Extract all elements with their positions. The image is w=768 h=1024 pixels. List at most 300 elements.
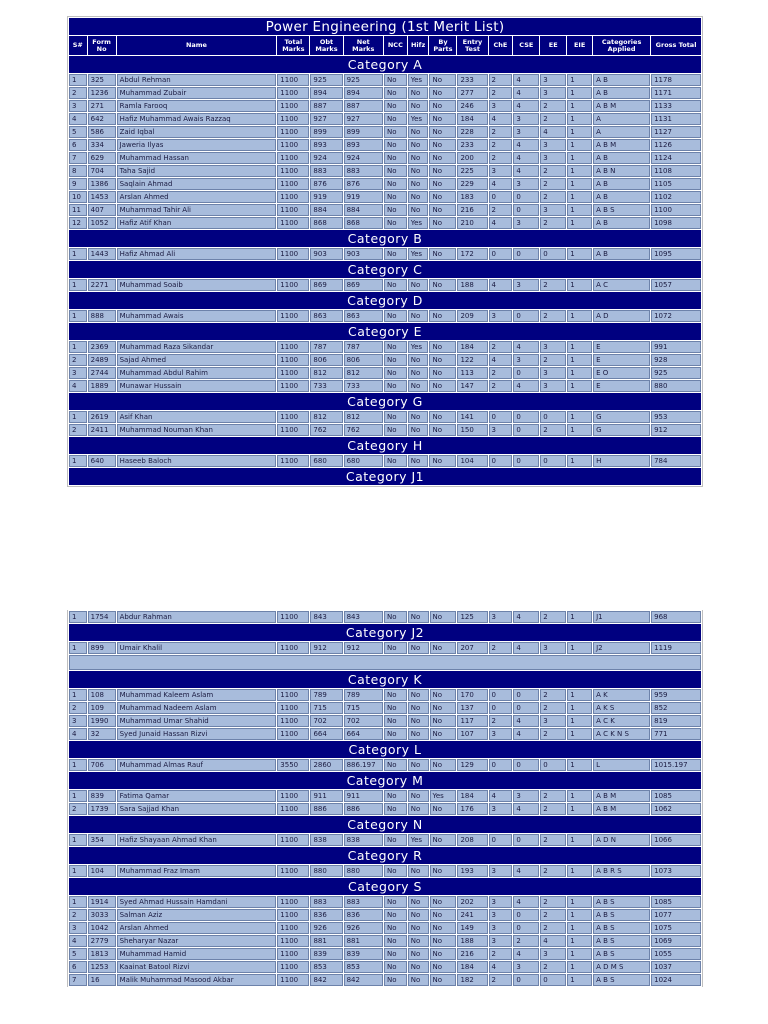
table-cell: 2 xyxy=(69,354,87,366)
table-cell: A C K xyxy=(593,715,650,727)
table-cell: A B xyxy=(593,191,650,203)
table-cell: 1119 xyxy=(651,642,701,654)
table-cell: No xyxy=(384,279,407,291)
table-cell: 1073 xyxy=(651,865,701,877)
category-heading: Category K xyxy=(69,671,701,688)
table-cell: No xyxy=(408,152,429,164)
table-cell: No xyxy=(429,126,456,138)
table-cell: 0 xyxy=(513,411,539,423)
table-cell: 4 xyxy=(69,380,87,392)
table-cell: 1055 xyxy=(651,948,701,960)
table-cell: 325 xyxy=(88,74,116,86)
table-cell: 1052 xyxy=(88,217,116,229)
table-cell: 4 xyxy=(69,728,87,740)
table-cell: 150 xyxy=(457,424,487,436)
table-cell: 229 xyxy=(457,178,487,190)
table-cell: No xyxy=(429,152,456,164)
table-cell: G xyxy=(593,411,650,423)
table-cell: 0 xyxy=(540,759,566,771)
category-heading: Category A xyxy=(69,56,701,73)
table-cell: 1 xyxy=(567,922,592,934)
table-cell: 1 xyxy=(69,642,87,654)
table-cell: 1100 xyxy=(277,803,309,815)
table-cell: Sara Sajjad Khan xyxy=(117,803,277,815)
category-row xyxy=(69,847,701,864)
table-row xyxy=(69,909,701,921)
table-cell: 911 xyxy=(344,790,383,802)
table-cell: No xyxy=(408,728,429,740)
table-cell: 1453 xyxy=(88,191,116,203)
table-cell: 193 xyxy=(457,865,487,877)
table-cell: 3033 xyxy=(88,909,116,921)
table-cell: 642 xyxy=(88,113,116,125)
table-cell: 0 xyxy=(489,248,513,260)
page-title: Power Engineering (1st Merit List) xyxy=(69,18,701,35)
table-cell: 1100 xyxy=(277,611,309,623)
table-cell: 1100 xyxy=(277,341,309,353)
table-cell: 680 xyxy=(344,455,383,467)
table-cell: 1739 xyxy=(88,803,116,815)
table-row xyxy=(69,948,701,960)
table-cell: 170 xyxy=(457,689,487,701)
table-cell: 188 xyxy=(457,279,487,291)
table-cell: 1133 xyxy=(651,100,701,112)
table-cell: 2 xyxy=(540,689,566,701)
table-cell: 1057 xyxy=(651,279,701,291)
table-cell: 1 xyxy=(567,455,592,467)
table-cell: 4 xyxy=(513,948,539,960)
table-cell: No xyxy=(430,896,457,908)
table-cell: No xyxy=(384,310,407,322)
table-cell: No xyxy=(430,728,457,740)
table-cell: A K xyxy=(593,689,650,701)
table-cell: 1100 xyxy=(277,87,309,99)
table-cell: 991 xyxy=(651,341,701,353)
table-cell: 1100 xyxy=(277,139,309,151)
table-cell: 3 xyxy=(540,380,566,392)
table-cell: No xyxy=(408,935,429,947)
column-header: By Parts xyxy=(429,36,456,55)
table-cell: 912 xyxy=(310,642,342,654)
table-cell: 104 xyxy=(88,865,116,877)
table-cell: 1 xyxy=(69,759,87,771)
table-cell: No xyxy=(408,87,429,99)
category-heading: Category H xyxy=(69,437,701,454)
table-cell: No xyxy=(384,759,407,771)
table-cell: 586 xyxy=(88,126,116,138)
table-cell: 1098 xyxy=(651,217,701,229)
table-cell: 1 xyxy=(69,455,87,467)
table-cell: 839 xyxy=(88,790,116,802)
table-cell: 184 xyxy=(457,961,487,973)
category-heading: Category R xyxy=(69,847,701,864)
table-cell: No xyxy=(408,865,429,877)
table-cell: 207 xyxy=(457,642,487,654)
table-cell: 4 xyxy=(513,642,539,654)
table-cell: 228 xyxy=(457,126,487,138)
table-cell: 812 xyxy=(344,411,383,423)
table-cell: 1100 xyxy=(277,126,309,138)
table-cell: 1124 xyxy=(651,152,701,164)
table-cell: No xyxy=(408,367,429,379)
table-cell: 32 xyxy=(88,728,116,740)
table-cell: 1100 xyxy=(277,411,309,423)
table-cell: No xyxy=(384,642,407,654)
table-cell: A D M S xyxy=(593,961,650,973)
table-cell: 927 xyxy=(310,113,342,125)
table-cell: J1 xyxy=(593,611,650,623)
table-cell: No xyxy=(430,935,457,947)
table-cell: 3 xyxy=(540,341,566,353)
column-header: Form No xyxy=(88,36,116,55)
table-row xyxy=(69,715,701,727)
table-cell: No xyxy=(430,974,457,986)
table-cell: 836 xyxy=(344,909,383,921)
table-cell: 2 xyxy=(540,191,566,203)
table-cell: 334 xyxy=(88,139,116,151)
table-cell: 0 xyxy=(513,367,539,379)
table-cell: 2 xyxy=(540,865,566,877)
category-heading: Category J2 xyxy=(69,624,701,641)
table-cell: A B xyxy=(593,248,650,260)
table-cell: 2 xyxy=(489,948,513,960)
table-cell: 1 xyxy=(567,642,592,654)
table-cell: 2 xyxy=(513,935,539,947)
table-cell: 1 xyxy=(567,204,592,216)
table-cell: 1 xyxy=(567,961,592,973)
table-cell: No xyxy=(408,191,429,203)
table-cell: 0 xyxy=(540,974,566,986)
table-cell: 1100 xyxy=(277,948,309,960)
table-cell: No xyxy=(429,217,456,229)
table-cell: Sheharyar Nazar xyxy=(117,935,277,947)
table-cell: No xyxy=(384,715,407,727)
table-cell: Sajad Ahmed xyxy=(117,354,277,366)
table-cell: 0 xyxy=(513,974,539,986)
table-cell: 1100 xyxy=(651,204,701,216)
table-cell: 0 xyxy=(513,310,539,322)
table-cell: 1 xyxy=(567,279,592,291)
table-cell: Abdul Rehman xyxy=(117,74,277,86)
merit-list-page-1 xyxy=(67,16,703,487)
table-cell: 836 xyxy=(310,909,342,921)
table-cell: Hafiz Shayaan Ahmad Khan xyxy=(117,834,277,846)
table-cell: 733 xyxy=(344,380,383,392)
table-cell: No xyxy=(384,113,407,125)
table-cell: E xyxy=(593,380,650,392)
table-cell: No xyxy=(429,191,456,203)
table-cell: 1095 xyxy=(651,248,701,260)
table-cell: 1 xyxy=(567,728,592,740)
table-cell: No xyxy=(384,341,407,353)
table-cell: A B xyxy=(593,152,650,164)
table-cell: A B M xyxy=(593,803,650,815)
table-cell: 640 xyxy=(88,455,116,467)
table-cell: No xyxy=(430,948,457,960)
table-cell: A C xyxy=(593,279,650,291)
table-cell: A B M xyxy=(593,100,650,112)
table-cell: 883 xyxy=(310,165,342,177)
table-cell: 1100 xyxy=(277,204,309,216)
table-cell: No xyxy=(384,87,407,99)
table-cell: 2 xyxy=(540,896,566,908)
table-cell: 1 xyxy=(567,865,592,877)
table-cell: Yes xyxy=(408,113,429,125)
table-cell: 894 xyxy=(310,87,342,99)
table-cell: 2 xyxy=(69,909,87,921)
table-cell: 887 xyxy=(344,100,383,112)
table-cell: 1443 xyxy=(88,248,116,260)
table-cell: 968 xyxy=(651,611,701,623)
table-cell: 8 xyxy=(69,165,87,177)
table-cell: 184 xyxy=(457,341,487,353)
table-cell: 1 xyxy=(567,367,592,379)
column-header: EIE xyxy=(567,36,592,55)
table-cell: No xyxy=(408,354,429,366)
table-cell: 3 xyxy=(69,922,87,934)
category-row xyxy=(69,230,701,247)
table-row xyxy=(69,354,701,366)
table-cell: No xyxy=(430,715,457,727)
table-cell: 715 xyxy=(344,702,383,714)
table-cell: No xyxy=(408,948,429,960)
table-cell: No xyxy=(429,139,456,151)
table-cell: 2 xyxy=(69,424,87,436)
table-cell: No xyxy=(384,896,407,908)
table-cell: 868 xyxy=(310,217,342,229)
table-cell: Yes xyxy=(408,834,429,846)
table-cell: 702 xyxy=(344,715,383,727)
table-cell: No xyxy=(430,865,457,877)
table-cell: 1 xyxy=(69,790,87,802)
column-header: Gross Total xyxy=(651,36,701,55)
table-cell: 2369 xyxy=(88,341,116,353)
column-header: CSE xyxy=(513,36,539,55)
table-cell: 3 xyxy=(540,152,566,164)
table-cell: 1 xyxy=(567,152,592,164)
category-row xyxy=(69,816,701,833)
table-cell: 1 xyxy=(567,87,592,99)
table-cell: 271 xyxy=(88,100,116,112)
table-cell: 3 xyxy=(513,217,539,229)
table-cell: 176 xyxy=(457,803,487,815)
column-header: Hifz xyxy=(408,36,429,55)
table-cell: 1990 xyxy=(88,715,116,727)
table-cell: No xyxy=(408,139,429,151)
table-cell: 2 xyxy=(489,380,513,392)
category-heading: Category J1 xyxy=(69,468,701,485)
table-cell: 122 xyxy=(457,354,487,366)
table-cell: 1105 xyxy=(651,178,701,190)
table-cell: 1 xyxy=(567,896,592,908)
table-row xyxy=(69,759,701,771)
table-cell: No xyxy=(408,204,429,216)
table-cell: No xyxy=(384,948,407,960)
table-cell: Asif Khan xyxy=(117,411,277,423)
table-cell: No xyxy=(408,380,429,392)
table-cell: 1386 xyxy=(88,178,116,190)
table-cell: 2 xyxy=(489,74,513,86)
table-cell: 3 xyxy=(489,865,513,877)
category-heading: Category E xyxy=(69,323,701,340)
table-cell: 1 xyxy=(567,702,592,714)
table-row xyxy=(69,139,701,151)
table-cell: 2 xyxy=(540,909,566,921)
table-cell: 1 xyxy=(567,380,592,392)
table-cell: Muhammad Raza Sikandar xyxy=(117,341,277,353)
table-row xyxy=(69,380,701,392)
table-cell: 2411 xyxy=(88,424,116,436)
table-cell: No xyxy=(408,424,429,436)
table-cell: 787 xyxy=(310,341,342,353)
table-cell: Muhammad Abdul Rahim xyxy=(117,367,277,379)
table-row xyxy=(69,248,701,260)
table-cell: 0 xyxy=(489,191,513,203)
table-cell: 2 xyxy=(489,126,513,138)
table-cell: 2 xyxy=(489,139,513,151)
table-cell: 2271 xyxy=(88,279,116,291)
table-cell: 1072 xyxy=(651,310,701,322)
table-cell: 1 xyxy=(567,974,592,986)
table-cell: 888 xyxy=(88,310,116,322)
table-cell: 2860 xyxy=(310,759,342,771)
table-cell: 1100 xyxy=(277,152,309,164)
table-cell: 3 xyxy=(489,100,513,112)
table-cell: 0 xyxy=(489,455,513,467)
table-cell: 182 xyxy=(457,974,487,986)
table-cell: 4 xyxy=(513,715,539,727)
table-cell: 3 xyxy=(513,790,539,802)
table-row xyxy=(69,424,701,436)
table-cell: 2 xyxy=(540,100,566,112)
table-cell: 4 xyxy=(513,380,539,392)
table-row xyxy=(69,935,701,947)
category-row xyxy=(69,437,701,454)
table-cell: 664 xyxy=(310,728,342,740)
table-cell: 2 xyxy=(489,152,513,164)
table-cell: 853 xyxy=(310,961,342,973)
table-cell: No xyxy=(430,611,457,623)
table-cell: 216 xyxy=(457,204,487,216)
table-cell: No xyxy=(429,204,456,216)
table-cell: 2 xyxy=(540,922,566,934)
table-cell: 1 xyxy=(69,689,87,701)
table-cell: Yes xyxy=(408,248,429,260)
table-cell: Haseeb Baloch xyxy=(117,455,277,467)
table-cell: 886 xyxy=(344,803,383,815)
table-cell: No xyxy=(429,455,456,467)
table-cell: 1 xyxy=(567,611,592,623)
table-cell: 1100 xyxy=(277,689,309,701)
table-cell: Hafiz Atif Khan xyxy=(117,217,277,229)
table-cell: 2 xyxy=(540,611,566,623)
table-row xyxy=(69,455,701,467)
table-cell: A B S xyxy=(593,922,650,934)
table-cell: 886.197 xyxy=(344,759,383,771)
table-cell: 2 xyxy=(489,341,513,353)
table-cell: Fatima Qamar xyxy=(117,790,277,802)
table-cell: 1 xyxy=(567,790,592,802)
table-cell: 11 xyxy=(69,204,87,216)
table-cell: 838 xyxy=(310,834,342,846)
table-cell: No xyxy=(429,367,456,379)
table-cell: 1 xyxy=(567,165,592,177)
table-cell: 1102 xyxy=(651,191,701,203)
table-cell: No xyxy=(384,354,407,366)
table-cell: 1100 xyxy=(277,642,309,654)
table-cell: 924 xyxy=(344,152,383,164)
column-header: Obt Marks xyxy=(310,36,342,55)
table-cell: 108 xyxy=(88,689,116,701)
table-cell: A K S xyxy=(593,702,650,714)
table-cell: 4 xyxy=(69,935,87,947)
table-cell: 838 xyxy=(344,834,383,846)
table-cell: 3 xyxy=(513,279,539,291)
category-row xyxy=(69,741,701,758)
table-cell: L xyxy=(593,759,650,771)
table-cell: 903 xyxy=(310,248,342,260)
category-heading: Category D xyxy=(69,292,701,309)
category-heading: Category M xyxy=(69,772,701,789)
table-cell: No xyxy=(408,974,429,986)
table-cell: 4 xyxy=(513,100,539,112)
table-cell: 16 xyxy=(88,974,116,986)
table-row xyxy=(69,411,701,423)
table-cell: 4 xyxy=(540,935,566,947)
table-cell: 839 xyxy=(310,948,342,960)
table-cell: 1100 xyxy=(277,354,309,366)
table-cell: 4 xyxy=(489,113,513,125)
table-cell: No xyxy=(429,411,456,423)
table-cell: 2 xyxy=(69,702,87,714)
table-cell: 10 xyxy=(69,191,87,203)
table-cell: 880 xyxy=(310,865,342,877)
table-row xyxy=(69,642,701,654)
table-cell: 3 xyxy=(489,424,513,436)
table-cell: H xyxy=(593,455,650,467)
table-row xyxy=(69,310,701,322)
table-cell: Saqlain Ahmad xyxy=(117,178,277,190)
blank-cell xyxy=(69,655,701,670)
table-cell: No xyxy=(384,165,407,177)
table-cell: No xyxy=(384,455,407,467)
table-cell: 188 xyxy=(457,935,487,947)
column-header: Name xyxy=(117,36,277,55)
table-row xyxy=(69,217,701,229)
table-cell: No xyxy=(384,974,407,986)
table-cell: 277 xyxy=(457,87,487,99)
table-cell: No xyxy=(408,961,429,973)
table-cell: 0 xyxy=(489,759,513,771)
table-cell: 884 xyxy=(344,204,383,216)
table-cell: 200 xyxy=(457,152,487,164)
table-cell: 2779 xyxy=(88,935,116,947)
table-cell: 1100 xyxy=(277,380,309,392)
table-row xyxy=(69,341,701,353)
table-cell: 876 xyxy=(344,178,383,190)
table-cell: 3 xyxy=(489,165,513,177)
table-cell: No xyxy=(384,689,407,701)
table-cell: Arslan Ahmed xyxy=(117,922,277,934)
table-cell: 3 xyxy=(69,100,87,112)
table-cell: 733 xyxy=(310,380,342,392)
table-cell: A B R S xyxy=(593,865,650,877)
table-cell: 806 xyxy=(310,354,342,366)
table-cell: 1100 xyxy=(277,100,309,112)
table-cell: 1100 xyxy=(277,865,309,877)
table-cell: Muhammad Soaib xyxy=(117,279,277,291)
table-cell: 0 xyxy=(513,204,539,216)
